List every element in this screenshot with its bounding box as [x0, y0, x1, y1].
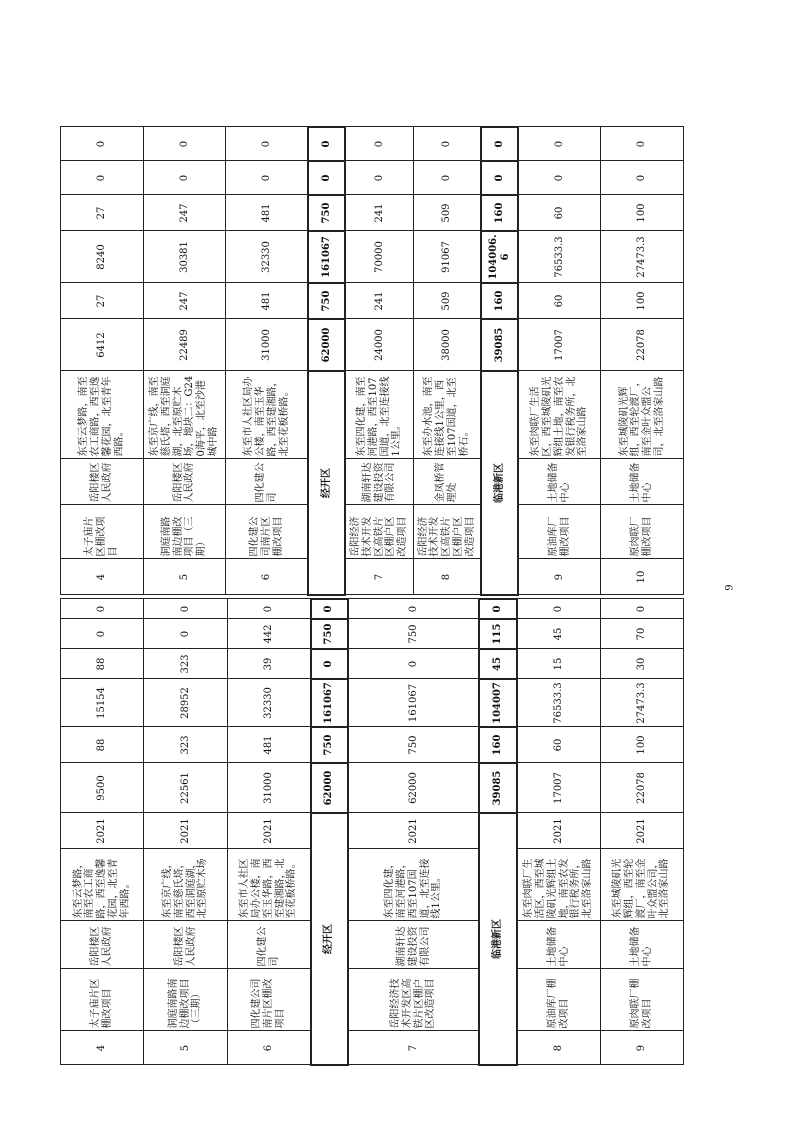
- value-cell: 27: [61, 195, 144, 231]
- value-cell: 15: [517, 649, 600, 679]
- households-cell: 750: [311, 727, 348, 763]
- value-cell: 0: [345, 161, 413, 195]
- area-cell: 28952: [144, 679, 227, 727]
- scope-cell: 东至京广线，南至慈氏塔，西至洞庭湖，北至原贮木场: [144, 849, 227, 921]
- row-number-cell: 7: [345, 559, 413, 595]
- owner-cell: 土地储备中心: [517, 921, 600, 969]
- scope-cell: 东至云梦路，南至农工商路，西至逸馨花园，北至青年西路。: [61, 849, 144, 921]
- area-cell: 161067: [311, 679, 348, 727]
- section-row: [481, 89, 518, 595]
- value-cell: 0: [518, 127, 601, 161]
- value-cell: 0: [345, 127, 413, 161]
- households-cell: 750: [348, 727, 480, 763]
- scope-cell: 东至城陵矶光辉组，西至轮渡厂，南至金叶众盟公司，北至洛家山路: [600, 849, 683, 921]
- value-cell: 0: [348, 649, 480, 679]
- area-cell: 27473.3: [601, 231, 684, 283]
- scope-cell: 东至市人社区局办公楼，南至玉华路，西至建湘路，北至花板桥路。: [227, 849, 310, 921]
- owner-cell: 湖南轩达建设投资有限公司: [348, 921, 480, 969]
- table-row: [601, 89, 684, 595]
- value-cell: 39: [227, 649, 310, 679]
- total-cell: 38000: [413, 319, 481, 371]
- value-cell: 323: [144, 649, 227, 679]
- table-row: [413, 89, 481, 595]
- owner-cell: 岳阳楼区人民政府: [61, 459, 144, 505]
- value-cell: 0: [144, 599, 227, 619]
- area-cell: 161067: [308, 231, 345, 283]
- value-cell: 0: [481, 127, 518, 161]
- table-row: [61, 599, 144, 1065]
- owner-cell: 金凤桥管理处: [413, 459, 481, 505]
- value-cell: 45: [479, 649, 516, 679]
- table-row: [226, 89, 309, 595]
- row-number-cell: 8: [517, 1031, 600, 1065]
- households-cell: 750: [308, 283, 345, 319]
- area-cell: 76533.3: [517, 679, 600, 727]
- value-cell: 0: [143, 127, 226, 161]
- value-cell: 100: [601, 195, 684, 231]
- total-cell: 22561: [144, 763, 227, 813]
- total-cell: 24000: [345, 319, 413, 371]
- row-number-cell: 4: [61, 1031, 144, 1065]
- value-cell: 481: [226, 195, 309, 231]
- total-cell: 6412: [61, 319, 144, 371]
- project-name-cell: 洞庭南路南边棚改项目（三期）: [144, 969, 227, 1031]
- value-cell: 750: [308, 195, 345, 231]
- scope-cell: 东至云梦路，南至农工商路，西至逸馨花园，北至青年西路。: [61, 371, 144, 459]
- value-cell: 115: [479, 619, 516, 649]
- area-cell: 70000: [345, 231, 413, 283]
- project-name-cell: 四化建公司南片区棚改项目: [226, 505, 309, 559]
- scope-cell: 东至市人社区局办公楼，南至玉华路，西至建湘路，北至花板桥路。: [226, 371, 309, 459]
- project-name-cell: 原油库厂棚改项目: [518, 505, 601, 559]
- value-cell: 0: [61, 161, 144, 195]
- value-cell: 45: [517, 619, 600, 649]
- table-row: [348, 599, 480, 1065]
- households-cell: 60: [517, 727, 600, 763]
- value-cell: 247: [143, 195, 226, 231]
- project-name-cell: 原肉联厂棚改项目: [601, 505, 684, 559]
- area-cell: 27473.3: [600, 679, 683, 727]
- value-cell: 241: [345, 195, 413, 231]
- project-name-cell: 原油库厂棚改项目: [517, 969, 600, 1031]
- households-cell: 509: [413, 283, 481, 319]
- row-number-cell: 8: [413, 559, 481, 595]
- households-cell: 481: [227, 727, 310, 763]
- households-cell: 88: [61, 727, 144, 763]
- value-cell: 0: [61, 619, 144, 649]
- total-cell: 22489: [143, 319, 226, 371]
- households-cell: 27: [61, 283, 144, 319]
- households-cell: 160: [481, 283, 518, 319]
- total-cell: 62000: [311, 763, 348, 813]
- owner-cell: 土地储备中心: [601, 459, 684, 505]
- value-cell: 0: [226, 127, 309, 161]
- scope-cell: 东至四化建，南至河港路，西至107国道，北至连接线1公里。: [345, 371, 413, 459]
- area-cell: 32330: [226, 231, 309, 283]
- year-cell: 2021: [517, 813, 600, 849]
- row-number-cell: 4: [61, 559, 144, 595]
- section-label: 临港新区: [481, 371, 518, 595]
- value-cell: 0: [144, 619, 227, 649]
- total-cell: 17007: [518, 319, 601, 371]
- table-row: [61, 89, 144, 595]
- total-cell: 17007: [517, 763, 600, 813]
- total-cell: 62000: [308, 319, 345, 371]
- value-cell: 750: [311, 619, 348, 649]
- scope-cell: 东至京广线，南至慈氏塔，西至洞庭湖，北至原贮木场，地块二：G240海平，北至沙港城中路: [143, 371, 226, 459]
- row-number-cell: 10: [601, 559, 684, 595]
- table-row: [144, 599, 227, 1065]
- value-cell: 0: [600, 599, 683, 619]
- scope-cell: 东至肉联厂生活区，西至城陵矶光辉组土地，南至农发银行税务所，北至洛家山路: [517, 849, 600, 921]
- area-cell: 32330: [227, 679, 310, 727]
- area-cell: 104006.6: [481, 231, 518, 283]
- value-cell: 0: [311, 649, 348, 679]
- households-cell: 247: [143, 283, 226, 319]
- section-row: [479, 599, 516, 1065]
- area-cell: 91067: [413, 231, 481, 283]
- area-cell: 15154: [61, 679, 144, 727]
- project-name-cell: 太子庙片区棚改项目: [61, 969, 144, 1031]
- households-cell: 160: [479, 727, 516, 763]
- total-cell: 9500: [61, 763, 144, 813]
- households-cell: 323: [144, 727, 227, 763]
- total-cell: 31000: [227, 763, 310, 813]
- year-cell: 2021: [600, 813, 683, 849]
- value-cell: 160: [481, 195, 518, 231]
- section-label: 经开区: [311, 813, 348, 1065]
- year-cell: 2021: [348, 813, 480, 849]
- project-name-cell: 太子庙片区棚改项目: [61, 505, 144, 559]
- value-cell: 0: [413, 161, 481, 195]
- value-cell: 750: [348, 619, 480, 649]
- value-cell: 0: [479, 599, 516, 619]
- value-cell: 60: [518, 195, 601, 231]
- section-label: 经开区: [308, 371, 345, 595]
- total-cell: 31000: [226, 319, 309, 371]
- owner-cell: 四化建公司: [226, 459, 309, 505]
- value-cell: 0: [308, 127, 345, 161]
- value-cell: 0: [308, 161, 345, 195]
- table-row: [345, 89, 413, 595]
- year-cell: 2021: [144, 813, 227, 849]
- project-name-cell: 四化建公司南片区棚改项目: [227, 969, 310, 1031]
- value-cell: 70: [600, 619, 683, 649]
- scope-cell: 东至城陵矶光辉组，西至轮渡厂，南至金叶众盟公司，北至洛家山路: [601, 371, 684, 459]
- owner-cell: 岳阳楼区人民政府: [143, 459, 226, 505]
- area-cell: 8240: [61, 231, 144, 283]
- project-name-cell: 岳阳经济技术开发区高铁片区棚户区改造项目: [413, 505, 481, 559]
- value-cell: 0: [517, 599, 600, 619]
- owner-cell: 土地储备中心: [600, 921, 683, 969]
- rotated-page-content: [60, 88, 684, 1066]
- value-cell: 0: [481, 161, 518, 195]
- total-cell: 39085: [481, 319, 518, 371]
- value-cell: 509: [413, 195, 481, 231]
- scope-cell: 东至办水池，南至连接线1公里，西至107国道，北至桥石。: [413, 371, 481, 459]
- value-cell: 0: [61, 599, 144, 619]
- owner-cell: 土地储备中心: [518, 459, 601, 505]
- owner-cell: 四化建公司: [227, 921, 310, 969]
- value-cell: 0: [227, 599, 310, 619]
- value-cell: 30: [600, 649, 683, 679]
- project-name-cell: 洞庭南路南边棚改项目（三期）: [143, 505, 226, 559]
- value-cell: 0: [226, 161, 309, 195]
- row-number-cell: 9: [518, 559, 601, 595]
- row-number-cell: 5: [143, 559, 226, 595]
- table-row: [600, 599, 683, 1065]
- table-row: [518, 89, 601, 595]
- value-cell: 0: [601, 161, 684, 195]
- scope-cell: 东至肉联厂生活区，西至城陵矶光辉组土地，南至农发银行税务所，北至洛家山路: [518, 371, 601, 459]
- total-cell: 22078: [601, 319, 684, 371]
- row-number-cell: 7: [348, 1031, 480, 1065]
- year-cell: 2021: [61, 813, 144, 849]
- value-cell: 88: [61, 649, 144, 679]
- value-cell: 0: [413, 127, 481, 161]
- area-cell: 161067: [348, 679, 480, 727]
- area-cell: 104007: [479, 679, 516, 727]
- households-cell: 241: [345, 283, 413, 319]
- row-number-cell: 9: [600, 1031, 683, 1065]
- project-name-cell: 原肉联厂棚改项目: [600, 969, 683, 1031]
- value-cell: 442: [227, 619, 310, 649]
- value-cell: 0: [61, 127, 144, 161]
- right-project-table: [60, 88, 684, 596]
- left-project-table: [60, 598, 684, 1066]
- owner-cell: 湖南轩达建设投资有限公司: [345, 459, 413, 505]
- total-cell: 22078: [600, 763, 683, 813]
- table-row: [227, 599, 310, 1065]
- households-cell: 481: [226, 283, 309, 319]
- scope-cell: 东至四化建，南至河港路，西至107国道，北至连接线1公里。: [348, 849, 480, 921]
- owner-cell: 岳阳楼区人民政府: [61, 921, 144, 969]
- value-cell: 0: [348, 599, 480, 619]
- table-row: [517, 599, 600, 1065]
- households-cell: 100: [600, 727, 683, 763]
- total-cell: 62000: [348, 763, 480, 813]
- area-cell: 76533.3: [518, 231, 601, 283]
- value-cell: 0: [518, 161, 601, 195]
- households-cell: 60: [518, 283, 601, 319]
- page-number: 9: [724, 584, 736, 591]
- section-row: [308, 89, 345, 595]
- row-number-cell: 5: [144, 1031, 227, 1065]
- row-number-cell: 6: [227, 1031, 310, 1065]
- total-cell: 39085: [479, 763, 516, 813]
- table-row: [143, 89, 226, 595]
- value-cell: 0: [311, 599, 348, 619]
- value-cell: 0: [601, 127, 684, 161]
- project-name-cell: 岳阳经济技术开发区高铁片区棚户区改造项目: [348, 969, 480, 1031]
- owner-cell: 岳阳楼区人民政府: [144, 921, 227, 969]
- project-name-cell: 岳阳经济技术开发区高铁片区棚户区改造项目: [345, 505, 413, 559]
- year-cell: 2021: [227, 813, 310, 849]
- area-cell: 30381: [143, 231, 226, 283]
- section-label: 临港新区: [479, 813, 516, 1065]
- households-cell: 100: [601, 283, 684, 319]
- row-number-cell: 6: [226, 559, 309, 595]
- value-cell: 0: [143, 161, 226, 195]
- section-row: [311, 599, 348, 1065]
